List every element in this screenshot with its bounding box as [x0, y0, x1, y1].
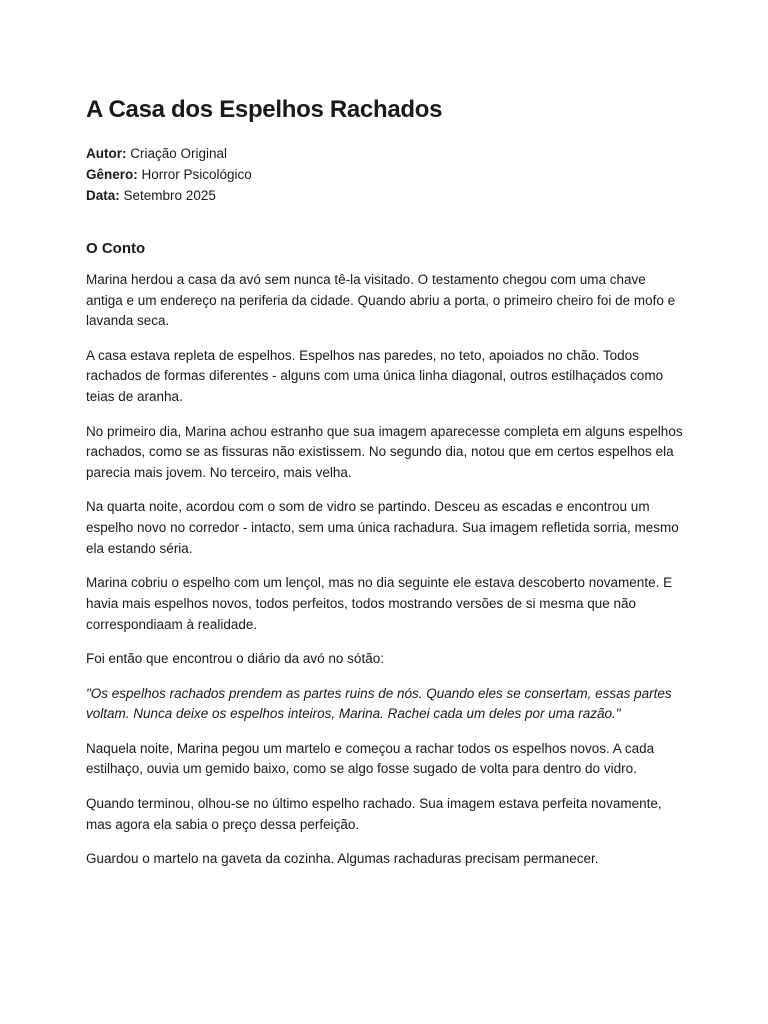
document-page [86, 96, 686, 883]
paragraph: Na quarta noite, acordou com o som de vidro se partindo. Desceu as escadas e encontrou um espelho novo no corredor - intacto, sem uma única rachadura. Sua imagem refletida sorria, mesmo ela estando séria. [86, 499, 679, 557]
paragraph: Marina herdou a casa da avó sem nunca tê-la visitado. O testamento chegou com uma chave antiga e um endereço na periferia da cidade. Quando abriu a porta, o primeiro cheiro foi de mofo e lavanda seca. [86, 271, 676, 329]
paragraph: Naquela noite, Marina pegou um martelo e começou a rachar todos os espelhos novos. A cada estilhaço, ouvia um gemido baixo, como se algo fosse sugado de volta para dentro do vidro. [86, 740, 655, 777]
section-heading: O Conto [86, 239, 146, 257]
document-title: A Casa dos Espelhos Rachados [86, 96, 443, 123]
paragraph: Quando terminou, olhou-se no último espelho rachado. Sua imagem estava perfeita novamente, mas agora ela sabia o preço dessa perfeição. [86, 795, 662, 832]
paragraph: No primeiro dia, Marina achou estranho que sua imagem aparecesse completa em alguns espelhos rachados, como se as fissuras não existissem. No segundo dia, notou que em certos espelhos ela parecia mais jovem. No terceiro, mais velha. [86, 423, 683, 481]
story-body [86, 270, 686, 870]
meta-genre [86, 164, 686, 185]
meta-genre-value: Horror Psicológico [141, 166, 252, 182]
meta-author-label: Autor: [86, 145, 127, 161]
metadata-block [86, 143, 686, 206]
paragraph: A casa estava repleta de espelhos. Espelhos nas paredes, no teto, apoiados no chão. Todos rachados de formas diferentes - alguns com uma única linha diagonal, outros estilhaçados como teias de aranha. [86, 347, 664, 405]
meta-genre-label: Gênero: [86, 166, 138, 182]
paragraph: Foi então que encontrou o diário da avó no sótão: [86, 651, 384, 667]
paragraph: Marina cobriu o espelho com um lençol, mas no dia seguinte ele estava descoberto novamente. E havia mais espelhos novos, todos perfeitos, todos mostrando versões de si mesma que não correspondiaam à realidade. [86, 575, 673, 632]
meta-date-value: Setembro 2025 [123, 187, 216, 203]
meta-date-label: Data: [86, 187, 120, 203]
meta-date [86, 185, 686, 206]
meta-author [86, 143, 686, 164]
diary-quote: "Os espelhos rachados prendem as partes ruins de nós. Quando eles se consertam, essas partes voltam. Nunca deixe os espelhos inteiros, Marina. Rachei cada um deles por uma razão." [86, 685, 672, 722]
meta-author-value: Criação Original [130, 145, 228, 161]
paragraph: Guardou o martelo na gaveta da cozinha. Algumas rachaduras precisam permanecer. [86, 850, 599, 866]
